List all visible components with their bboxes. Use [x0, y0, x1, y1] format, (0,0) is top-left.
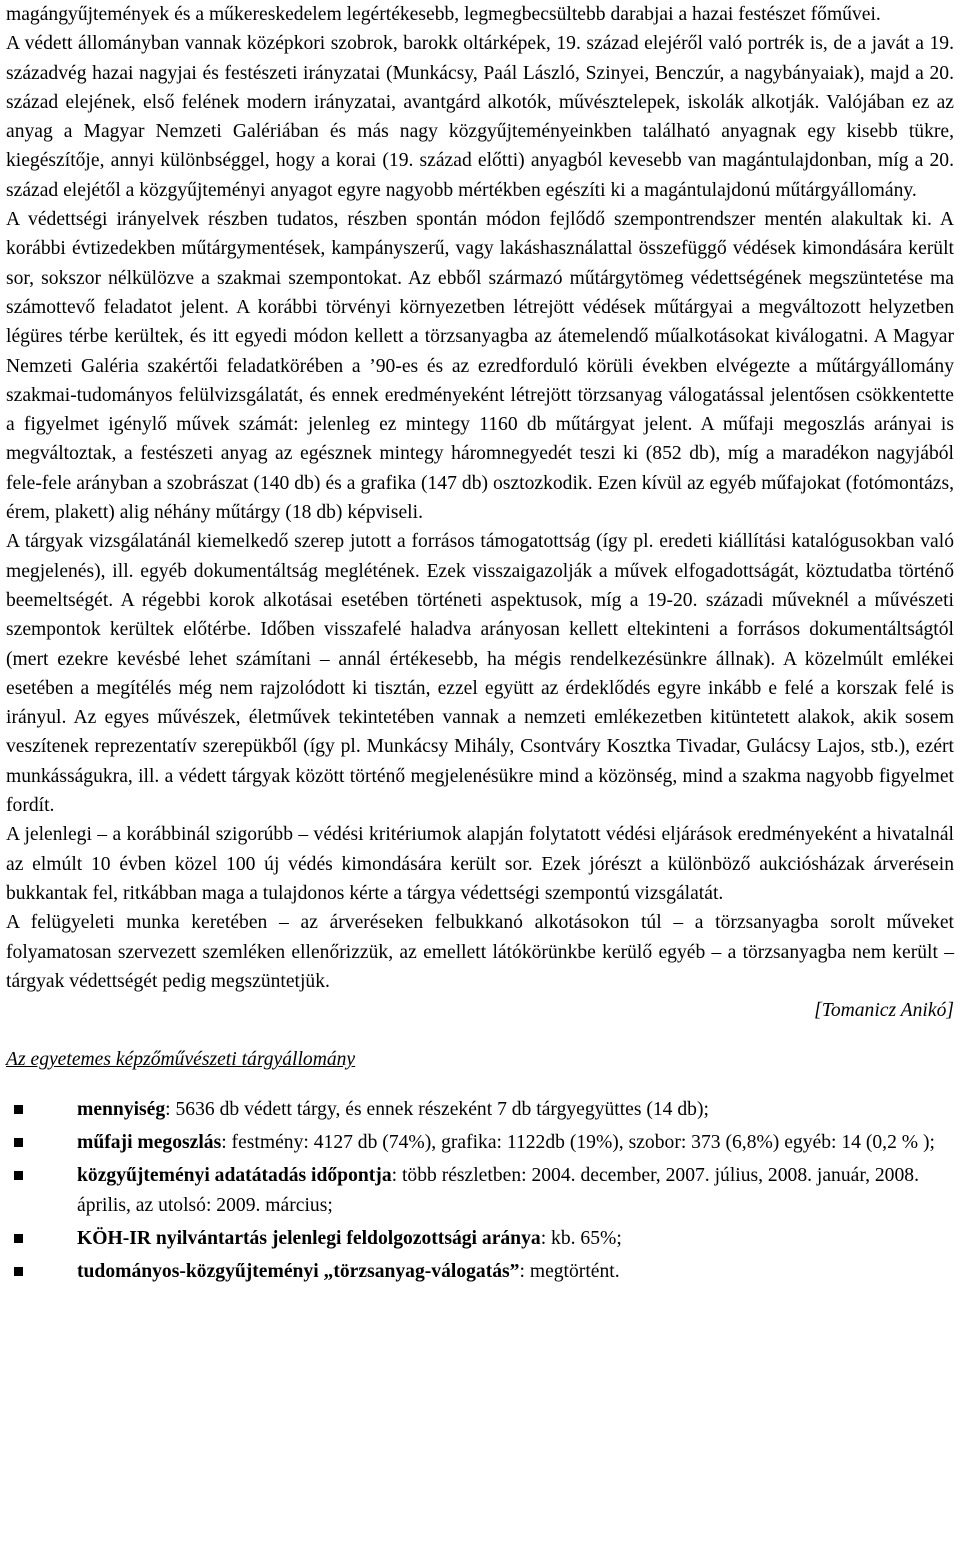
list-item-text: : 5636 db védett tárgy, és ennek részeként 7 db tárgyegyüttes (14 db);	[165, 1098, 709, 1120]
square-bullet-icon	[14, 1267, 23, 1276]
paragraph-2: A védett állományban vannak középkori szobrok, barokk oltárképek, 19. század elejéről való portrék is, de a javát a 19. századvég hazai nagyjai és festészeti irányzatai (Munkácsy, Paál László, Szinyei, Benczúr, a nagybányaiak), majd a 20. század elejének, első felének modern irányzatai, avantgárd alkotók, művésztelepek, iskolák alkotják. Valójában ez az anyag a Magyar Nemzeti Galériában és más nagy közgyűjteményeinkben található anyagnak egy kisebb tükre, kiegészítője, annyi különbséggel, hogy a korai (19. század előtti) anyagból kevesebb van magántulajdonban, míg a 20. század elejétől a közgyűjteményi anyagot egyre nagyobb mértékben egészíti ki a magántulajdonú műtárgyállomány.	[6, 33, 954, 201]
list-item-text: : megtörtént.	[519, 1261, 620, 1283]
square-bullet-icon	[14, 1234, 23, 1243]
square-bullet-icon	[14, 1138, 23, 1147]
list-item-label: mennyiség	[77, 1098, 166, 1120]
list-item	[77, 1095, 954, 1124]
section-title: Az egyetemes képzőművészeti tárgyállomány	[6, 1049, 356, 1071]
list-item-text: : kb. 65%;	[540, 1227, 622, 1249]
paragraph-3: A védettségi irányelvek részben tudatos, részben spontán módon fejlődő szempontrendszer mentén alakultak ki. A korábbi évtizedekben műtárgymentések, kampányszerű, vagy lakáshasználattal összefüggő védések kimondására került sor, sokszor nélkülözve a szakmai szempontokat. Az ebből származó műtárgytömeg védettségének megszüntetése ma számottevő feladatot jelent. A korábbi törvényi környezetben létrejött védések műtárgyai a megváltozott helyzetben légüres térbe kerültek, és itt egyedi módon kellett a törzsanyagba az átemelendő műalkotásokat kiválogatni. A Magyar Nemzeti Galéria szakértői feladatkörében a ’90-es és az ezredforduló körüli években elvégezte a műtárgyállomány szakmai-tudományos felülvizsgálatát, és ennek eredményeként létrejött törzsanyag válogatással jelentősen csökkentette a figyelmet igénylő művek számát: jelenleg ez mintegy 1160 db műtárgyat jelent. A műfaji megoszlás arányai is megváltoztak, a festészeti anyag az egésznek mintegy háromnegyedét teszi ki (852 db), míg a maradékon nagyjából fele-fele arányban a szobrászat (140 db) és a grafika (147 db) osztozkodik. Ezen kívül az egyéb műfajokat (fotómontázs, érem, plakett) alig néhány műtárgy (18 db) képviseli.	[6, 209, 954, 524]
list-item-label: KÖH-IR nyilvántartás jelenlegi feldolgozottsági aránya	[77, 1227, 541, 1249]
list-item	[77, 1161, 954, 1220]
list-item-label: műfaji megoszlás	[77, 1131, 222, 1153]
author-signature: [Tomanicz Anikó]	[814, 1000, 954, 1022]
list-item-text: : több részletben: 2004. december, 2007. július, 2008. január, 2008. április, az utolsó: 2009. március;	[77, 1165, 919, 1216]
paragraph-4: A tárgyak vizsgálatánál kiemelkedő szerep jutott a forrásos támogatottság (így pl. eredeti kiállítási katalógusokban való megjelenés), ill. egyéb dokumentáltság meglétének. Ezek visszaigazolják a művek elfogadottságát, köztudatba történő beemeltségét. A régebbi korok alkotásai esetében történeti aspektusok, míg a 19-20. századi műveknél a művészeti szempontok kerültek előtérbe. Időben visszafelé haladva arányosan kellett eltekinteni a forrásos dokumentáltságtól (mert ezekre kevésbé lehet számítani – annál értékesebb, ha mégis rendelkezésünkre állnak). A közelmúlt emlékei esetében a megítélés még nem rajzolódott ki tisztán, ezzel együtt az érdeklődés egyre inkább e felé a korszak felé is irányul. Az egyes művészek, életművek tekintetében vannak a nemzeti emlékezetben kitüntetett alakok, akik sosem veszítenek reprezentatív szerepükből (így pl. Munkácsy Mihály, Csontváry Kosztka Tivadar, Gulácsy Lajos, stb.), ezért munkásságukra, ill. a védett tárgyak között történő megjelenésükre mind a közönség, mind a szakma nagyobb figyelmet fordít.	[6, 531, 954, 817]
list-item-text: : festmény: 4127 db (74%), grafika: 1122db (19%), szobor: 373 (6,8%) egyéb: 14 (0,2 % );	[221, 1131, 935, 1153]
paragraph-1: magángyűjtemények és a műkereskedelem legértékesebb, legmegbecsültebb darabjai a hazai festészet főművei.	[6, 4, 881, 25]
paragraph-6: A felügyeleti munka keretében – az árveréseken felbukkanó alkotásokon túl – a törzsanyagba sorolt műveket folyamatosan szervezett szemléken ellenőrizzük, az emellett látókörünkbe kerülő egyéb – a törzsanyagba nem került – tárgyak védettségét pedig megszüntetjük.	[6, 912, 954, 992]
list-item-label: tudományos-közgyűjteményi „törzsanyag-válogatás”	[77, 1261, 520, 1283]
square-bullet-icon	[14, 1105, 23, 1114]
paragraph-5: A jelenlegi – a korábbinál szigorúbb – védési kritériumok alapján folytatott védési eljárások eredményeként a hivatalnál az elmúlt 10 évben közel 100 új védés kimondására került sor. Ezek jórészt a különböző aukciósházak árverésein bukkantak fel, ritkábban maga a tulajdonos kérte a tárgya védettségi szempontú vizsgálatát.	[6, 824, 954, 904]
list-item	[77, 1257, 954, 1286]
list-item-label: közgyűjteményi adatátadás időpontja	[77, 1165, 392, 1187]
list-item	[77, 1128, 954, 1157]
list-item	[77, 1224, 954, 1253]
square-bullet-icon	[14, 1171, 23, 1180]
summary-list	[6, 1095, 954, 1287]
